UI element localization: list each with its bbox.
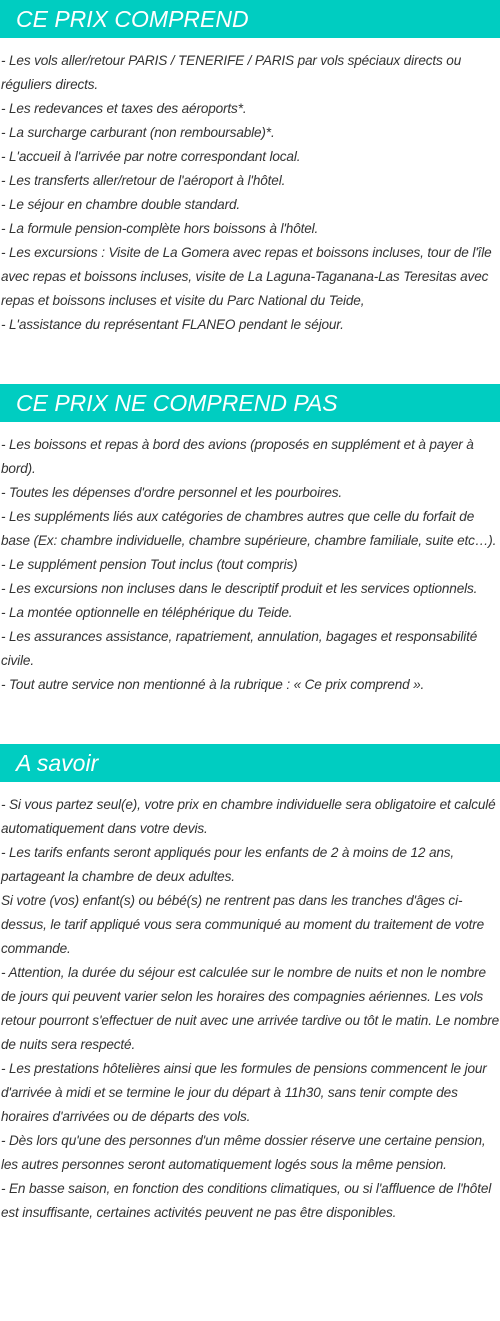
list-item: Si votre (vos) enfant(s) ou bébé(s) ne rentrent pas dans les tranches d'âges ci-dessus, le tarif appliqué vous sera communiqué au moment du traitement de votre commande. [1, 893, 485, 956]
list-item: - Les suppléments liés aux catégories de chambres autres que celle du forfait de base (Ex: chambre individuelle, chambre supérieure, chambre familiale, suite etc…). [1, 509, 497, 548]
section-title-not-included: CE PRIX NE COMPREND PAS [0, 384, 500, 422]
list-item: - En basse saison, en fonction des conditions climatiques, ou si l'affluence de l'hôtel est insuffisante, certaines activités peuvent ne pas être disponibles. [1, 1181, 492, 1220]
list-item: - Attention, la durée du séjour est calculée sur le nombre de nuits et non le nombre de jours qui peuvent varier selon les horaires des compagnies aériennes. Les vols retour pourront s'effectuer de nuit avec une arrivée tardive ou tôt le matin. Le nombre de nuits sera respecté. [1, 965, 500, 1052]
list-item: - Les excursions non incluses dans le descriptif produit et les services optionnels. [1, 581, 478, 596]
list-item: - Les boissons et repas à bord des avions (proposés en supplément et à payer à bord). [1, 437, 474, 476]
list-item: - L'accueil à l'arrivée par notre correspondant local. [1, 149, 301, 164]
list-item: - Les redevances et taxes des aéroports*. [1, 101, 247, 116]
list-item: - Toutes les dépenses d'ordre personnel et les pourboires. [1, 485, 343, 500]
list-item: - Tout autre service non mentionné à la rubrique : « Ce prix comprend ». [1, 677, 425, 692]
list-item: - Le supplément pension Tout inclus (tout compris) [1, 557, 298, 572]
list-item: - La surcharge carburant (non remboursable)*. [1, 125, 275, 140]
list-item: - Dès lors qu'une des personnes d'un même dossier réserve une certaine pension, les autres personnes seront automatiquement logés sous la même pension. [1, 1133, 486, 1172]
list-item: - Les tarifs enfants seront appliqués pour les enfants de 2 à moins de 12 ans, partageant la chambre de deux adultes. [1, 845, 455, 884]
section-title-included: CE PRIX COMPREND [0, 0, 500, 38]
section-not-included [0, 384, 500, 697]
list-item: - Les assurances assistance, rapatriement, annulation, bagages et responsabilité civile. [1, 629, 478, 668]
list-item: - Le séjour en chambre double standard. [1, 197, 240, 212]
good-to-know-list [0, 793, 500, 1225]
list-item: - Les vols aller/retour PARIS / TENERIFE / PARIS par vols spéciaux directs ou réguliers directs. [1, 53, 462, 92]
list-item: - L'assistance du représentant FLANEO pendant le séjour. [1, 317, 344, 332]
list-item: - Si vous partez seul(e), votre prix en chambre individuelle sera obligatoire et calculé automatiquement dans votre devis. [1, 797, 496, 836]
list-item: - La formule pension-complète hors boissons à l'hôtel. [1, 221, 319, 236]
not-included-list [0, 433, 500, 697]
section-title-good-to-know: A savoir [0, 744, 500, 782]
included-list [0, 49, 500, 337]
section-included [0, 0, 500, 337]
section-good-to-know [0, 744, 500, 1225]
list-item: - Les transferts aller/retour de l'aéroport à l'hôtel. [1, 173, 286, 188]
list-item: - Les excursions : Visite de La Gomera avec repas et boissons incluses, tour de l'île avec repas et boissons incluses, visite de La Laguna-Taganana-Las Teresitas avec repas et boissons incluses et visite du Parc National du Teide, [1, 245, 492, 308]
list-item: - La montée optionnelle en téléphérique du Teide. [1, 605, 293, 620]
list-item: - Les prestations hôtelières ainsi que les formules de pensions commencent le jour d'arrivée à midi et se termine le jour du départ à 11h30, sans tenir compte des horaires d'arrivées ou de départs des vols. [1, 1061, 487, 1124]
